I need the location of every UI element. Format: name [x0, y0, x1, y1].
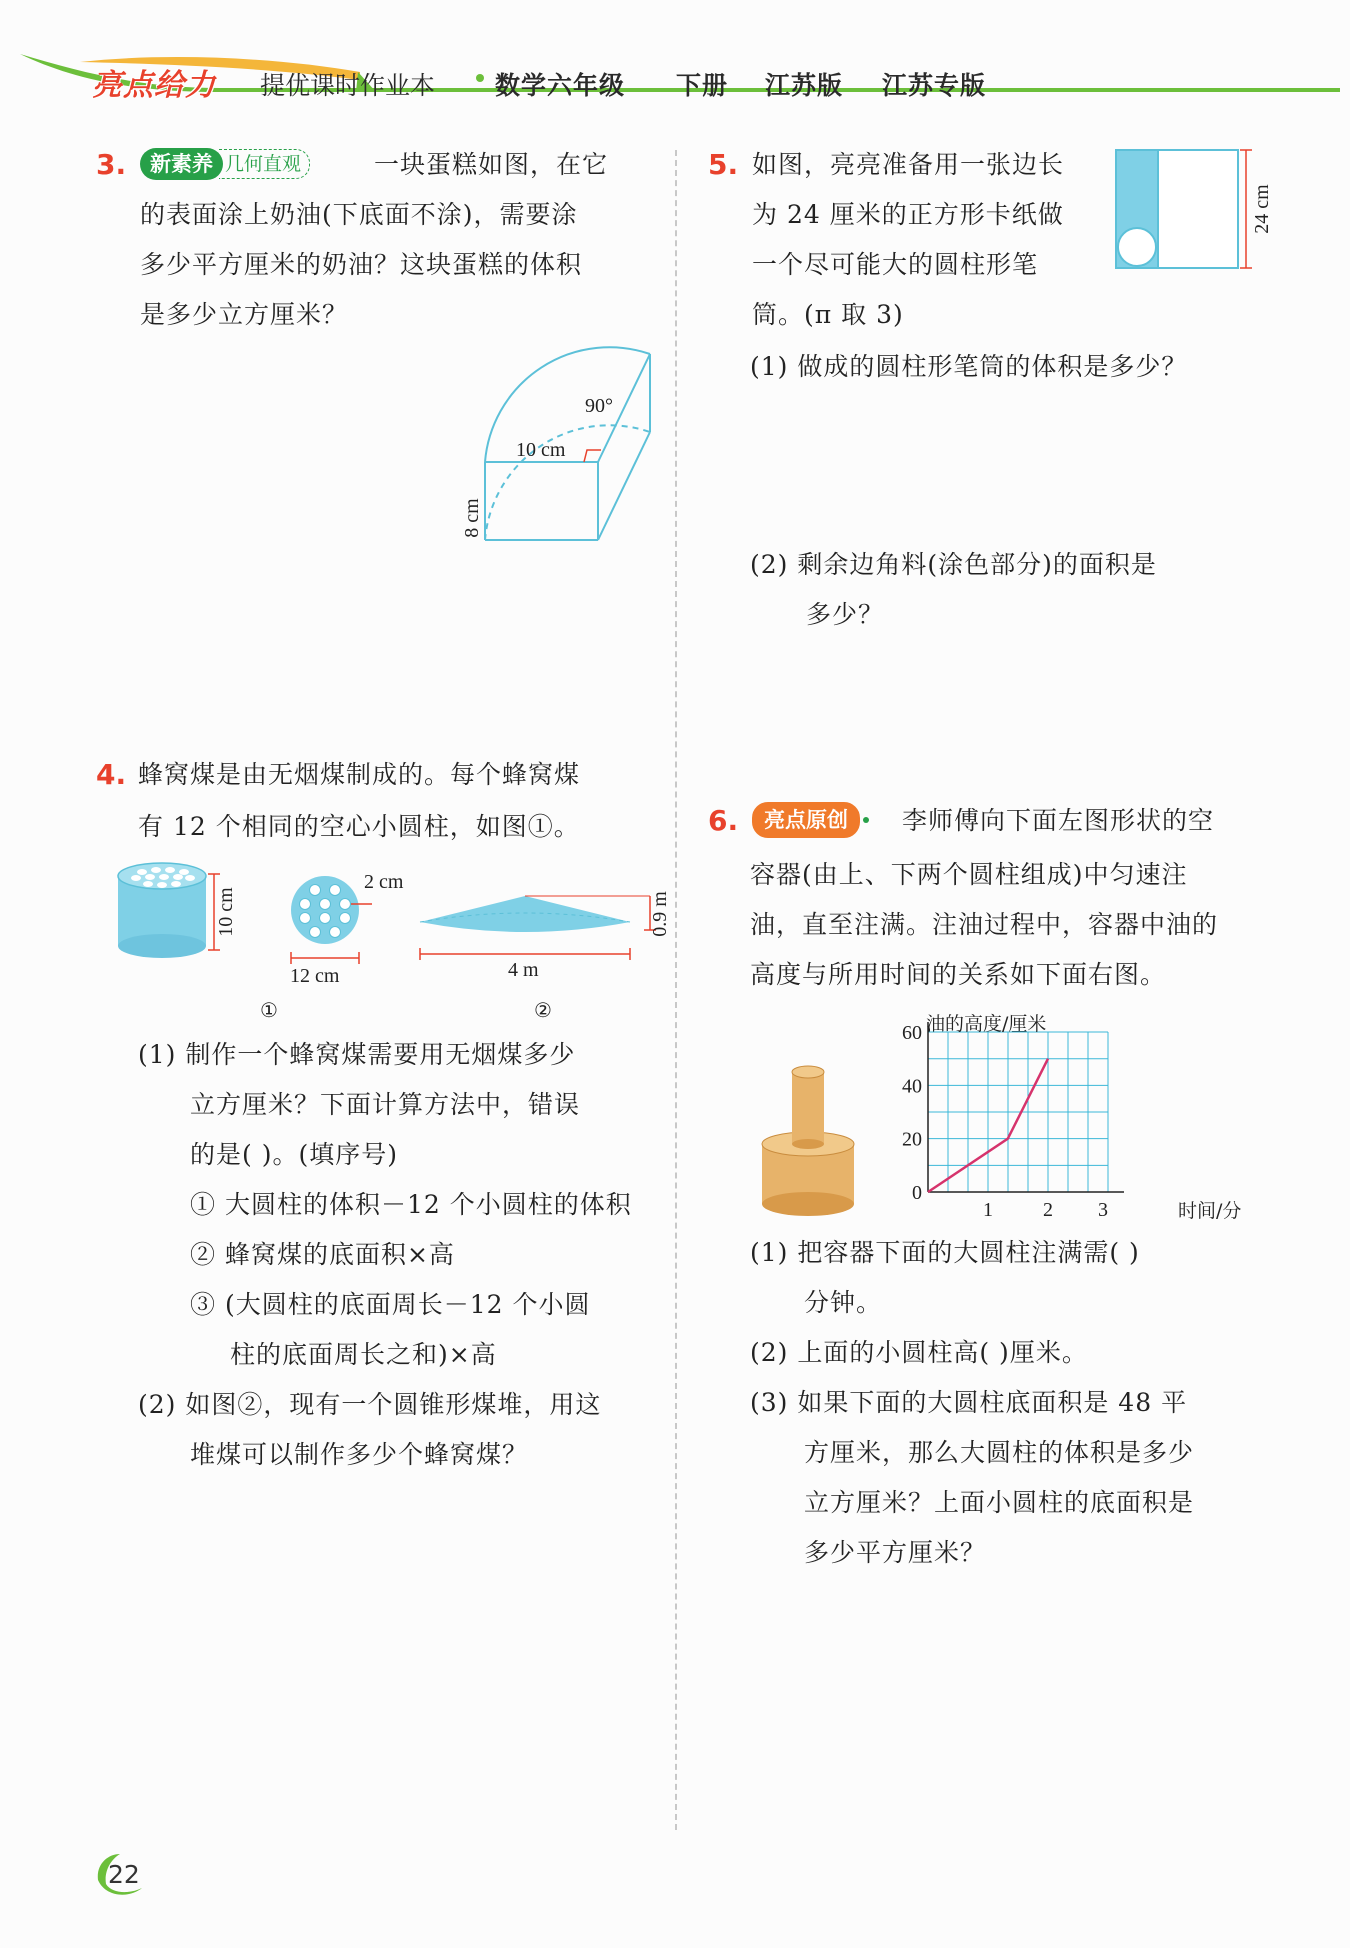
- q4-cone-height-label: 0.9 m: [649, 891, 671, 937]
- q4-option-3: ③ (大圆柱的底面周长－12 个小圆: [190, 1290, 591, 1319]
- q3-badge: 新素养: [140, 148, 223, 180]
- q5-line-1: 如图，亮亮准备用一张边长: [752, 150, 1065, 179]
- q6-container-figure: [756, 1060, 866, 1220]
- chart-x-tick: 1: [983, 1199, 993, 1221]
- special-label: 江苏专版: [882, 71, 987, 100]
- q6-line-4: 高度与所用时间的关系如下面右图。: [750, 960, 1167, 989]
- q6-badge: 亮点原创: [752, 802, 860, 838]
- q6-sub-line-5: 方厘米，那么大圆柱的体积是多少: [804, 1438, 1195, 1467]
- q5-sub2-line-1: (2) 剩余边角料(涂色部分)的面积是: [750, 550, 1157, 579]
- briquette-top-view: [291, 876, 372, 964]
- q6-sub-line-7: 多少平方厘米？: [804, 1538, 987, 1567]
- q4-height-label: 10 cm: [215, 887, 237, 937]
- edition-label: 江苏版: [765, 71, 844, 100]
- q4-figures: [110, 860, 680, 1030]
- chart-y-tick: 40: [902, 1075, 922, 1098]
- q6-sub-line-1: (1) 把容器下面的大圆柱注满需( ): [750, 1238, 1140, 1267]
- q4-sub2-line-2: 堆煤可以制作多少个蜂窝煤？: [190, 1440, 529, 1469]
- q4-sub1-line-1: (1) 制作一个蜂窝煤需要用无烟煤多少: [138, 1040, 576, 1069]
- brand-logo: 亮点给力: [92, 68, 216, 103]
- subject-title: 数学六年级: [495, 71, 626, 100]
- q6-number: 6.: [708, 804, 739, 837]
- q4-line-1: 蜂窝煤是由无烟煤制成的。每个蜂窝煤: [138, 760, 581, 789]
- q3-cake-figure: [450, 340, 670, 550]
- q4-sub1-line-2: 立方厘米？下面计算方法中，错误: [190, 1090, 581, 1119]
- q4-fig1-label: ①: [260, 1000, 278, 1022]
- volume-label: 下册: [676, 71, 729, 100]
- chart-axes: [928, 1022, 1124, 1192]
- q3-badge-sub: 几何直观: [219, 149, 310, 179]
- q3-number: 3.: [96, 148, 127, 181]
- q6-badge-dot: [863, 817, 869, 823]
- q6-badge-group: [752, 802, 869, 838]
- q3-line-1: 一块蛋糕如图，在它: [374, 150, 609, 179]
- chart-ticks: [902, 1022, 1108, 1221]
- q4-sub1-line-3: 的是( )。(填序号): [190, 1140, 398, 1169]
- chart-grid: [928, 1032, 1108, 1192]
- q6-sub-line-2: 分钟。: [804, 1288, 883, 1317]
- q5-number: 5.: [708, 148, 739, 181]
- chart-y-axis-label: 油的高度/厘米: [926, 1013, 1047, 1035]
- chart-y-tick: 20: [902, 1128, 922, 1151]
- q5-sub2-line-2: 多少？: [806, 600, 885, 629]
- q4-option-1: ① 大圆柱的体积－12 个小圆柱的体积: [190, 1190, 632, 1219]
- q4-hole-label: 2 cm: [364, 871, 404, 893]
- q5-line-4: 筒。(π 取 3): [752, 300, 904, 329]
- q6-sub-line-6: 立方厘米？上面小圆柱的底面积是: [804, 1488, 1195, 1517]
- q5-line-2: 为 24 厘米的正方形卡纸做: [752, 200, 1064, 229]
- q6-sub-line-3: (2) 上面的小圆柱高( )厘米。: [750, 1338, 1088, 1367]
- q4-diameter-label: 12 cm: [290, 965, 340, 987]
- q4-number: 4.: [96, 758, 127, 791]
- chart-y-tick: 0: [912, 1182, 922, 1204]
- q6-line-2: 容器(由上、下两个圆柱组成)中匀速注: [750, 860, 1188, 889]
- q4-option-3-cont: 柱的底面周长之和)×高: [230, 1340, 497, 1369]
- q5-line-3: 一个尽可能大的圆柱形笔: [752, 250, 1039, 279]
- q4-fig2-label: ②: [534, 1000, 552, 1022]
- q3-angle-label: 90°: [585, 395, 613, 417]
- q4-cone-base-label: 4 m: [508, 959, 539, 981]
- q3-badge-group: [140, 148, 310, 182]
- chart-x-tick: 2: [1043, 1199, 1053, 1221]
- q6-line-3: 油，直至注满。注油过程中，容器中油的: [750, 910, 1219, 939]
- q5-side-label: 24 cm: [1251, 184, 1273, 234]
- q6-sub-line-4: (3) 如果下面的大圆柱底面积是 48 平: [750, 1388, 1188, 1417]
- chart-x-tick: 3: [1098, 1199, 1108, 1221]
- q3-line-3: 多少平方厘米的奶油？这块蛋糕的体积: [140, 250, 583, 279]
- q4-option-2: ② 蜂窝煤的底面积×高: [190, 1240, 455, 1269]
- series-title: 提优课时作业本: [260, 71, 436, 100]
- coal-cone-pile: [420, 896, 656, 960]
- chart-x-axis-label: 时间/分: [1178, 1200, 1242, 1222]
- q5-sub1: (1) 做成的圆柱形笔筒的体积是多少？: [750, 352, 1188, 381]
- q3-line-4: 是多少立方厘米？: [140, 300, 349, 329]
- page-number: 22: [108, 1860, 140, 1889]
- q4-line-2: 有 12 个相同的空心小圆柱，如图①。: [138, 812, 580, 841]
- q3-line-2: 的表面涂上奶油(下底面不涂)，需要涂: [140, 200, 578, 229]
- q6-oil-height-chart: [880, 1004, 1260, 1234]
- q6-line-1: 李师傅向下面左图形状的空: [902, 806, 1215, 835]
- chart-y-tick: 60: [902, 1022, 922, 1045]
- q5-card-figure: [1110, 146, 1280, 276]
- q3-radius-label: 10 cm: [516, 439, 566, 461]
- q3-height-label: 8 cm: [461, 498, 483, 538]
- q4-sub2-line-1: (2) 如图②，现有一个圆锥形煤堆，用这: [138, 1390, 602, 1419]
- briquette-cylinder: [118, 863, 220, 958]
